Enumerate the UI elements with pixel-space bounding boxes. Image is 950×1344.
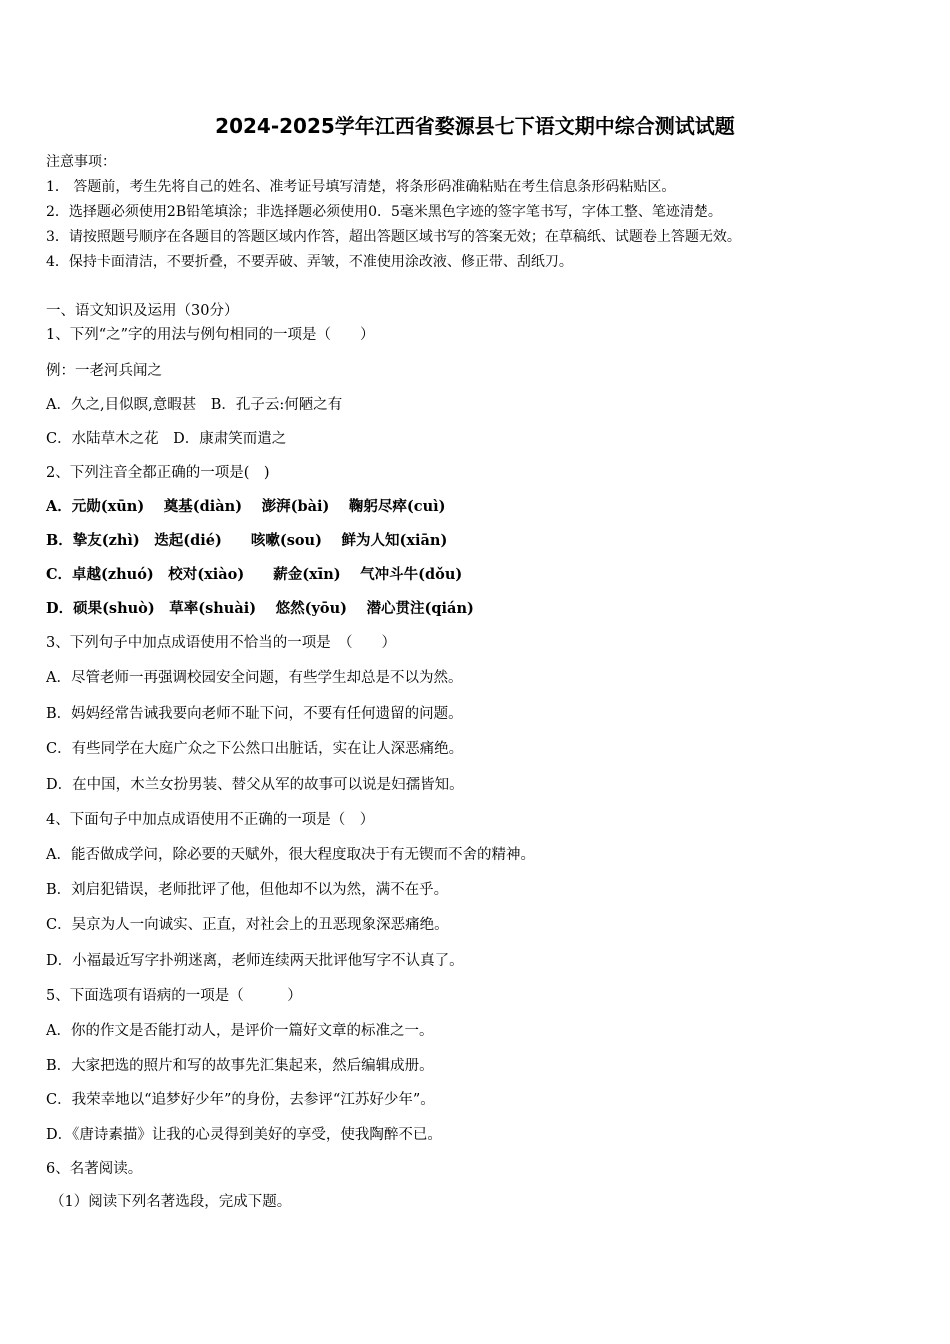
q6-sub1: （1）阅读下列名著选段，完成下题。 <box>50 1194 292 1210</box>
notice-item-3: 3．请按照题号顺序在各题目的答题区域内作答，超出答题区域书写的答案无效；在草稿纸、试题卷上答题无效。 <box>46 229 741 245</box>
q1-stem: 1、下列“之”字的用法与例句相同的一项是（ ） <box>46 327 375 343</box>
q6-stem: 6、名著阅读。 <box>46 1161 143 1177</box>
q3-stem: 3、下列句子中加点成语使用不恰当的一项是 （ ） <box>46 635 396 651</box>
q2-option-b: B．挚友(zhì) 迭起(dié) 咳嗽(sou) 鲜为人知(xiān) <box>46 532 448 549</box>
q4-stem: 4、下面句子中加点成语使用不正确的一项是（ ） <box>46 812 375 828</box>
q4-option-d: D．小福最近写字扑朔迷离，老师连续两天批评他写字不认真了。 <box>46 953 464 969</box>
q3-option-c: C．有些同学在大庭广众之下公然口出脏话，实在让人深恶痛绝。 <box>46 741 464 757</box>
section-heading: 一、语文知识及运用（30分） <box>46 303 239 319</box>
q1-options-cd: C．水陆草木之花 D．康肃笑而遣之 <box>46 431 287 447</box>
q5-option-d: D．《唐诗素描》让我的心灵得到美好的享受，使我陶醉不已。 <box>46 1127 442 1143</box>
q2-stem: 2、下列注音全都正确的一项是( ) <box>46 465 270 481</box>
notice-item-2: 2．选择题必须使用2B铅笔填涂；非选择题必须使用0．5毫米黑色字迹的签字笔书写，字体工整、笔迹清楚。 <box>46 204 722 220</box>
notice-item-4: 4．保持卡面清洁，不要折叠，不要弄破、弄皱，不准使用涂改液、修正带、刮纸刀。 <box>46 254 573 270</box>
q5-option-a: A．你的作文是否能打动人，是评价一篇好文章的标准之一。 <box>46 1023 434 1039</box>
q3-option-b: B．妈妈经常告诫我要向老师不耻下问，不要有任何遗留的问题。 <box>46 706 463 722</box>
q3-option-a: A．尽管老师一再强调校园安全问题，有些学生却总是不以为然。 <box>46 670 463 686</box>
q1-example: 例：一老河兵闻之 <box>46 363 162 379</box>
q2-option-a: A．元勋(xūn) 奠基(diàn) 澎湃(bài) 鞠躬尽瘁(cuì) <box>46 498 446 515</box>
notice-item-1: 1． 答题前，考生先将自己的姓名、准考证号填写清楚，将条形码准确粘贴在考生信息条形码粘贴区。 <box>46 179 676 195</box>
q2-option-c: C．卓越(zhuó) 校对(xiào) 薪金(xīn) 气冲斗牛(dǒu) <box>46 566 463 583</box>
q4-option-a: A．能否做成学问，除必要的天赋外，很大程度取决于有无锲而不舍的精神。 <box>46 847 535 863</box>
notice-heading: 注意事项： <box>46 154 116 170</box>
q5-option-c: C．我荣幸地以“追梦好少年”的身份，去参评“江苏好少年”。 <box>46 1092 435 1108</box>
q3-option-d: D．在中国，木兰女扮男装、替父从军的故事可以说是妇孺皆知。 <box>46 777 464 793</box>
q5-stem: 5、下面选项有语病的一项是（ ） <box>46 988 302 1004</box>
q4-option-b: B．刘启犯错误，老师批评了他，但他却不以为然，满不在乎。 <box>46 882 449 898</box>
q5-option-b: B．大家把选的照片和写的故事先汇集起来，然后编辑成册。 <box>46 1058 434 1074</box>
q4-option-c: C．吴京为人一向诚实、正直，对社会上的丑恶现象深恶痛绝。 <box>46 917 449 933</box>
q1-options-ab: A．久之,目似瞑,意暇甚 B．孔子云:何陋之有 <box>46 397 343 413</box>
page-title: 2024-2025学年江西省婺源县七下语文期中综合测试试题 <box>215 114 735 138</box>
q2-option-d: D．硕果(shuò) 草率(shuài) 悠然(yōu) 潜心贯注(qián) <box>46 600 474 617</box>
